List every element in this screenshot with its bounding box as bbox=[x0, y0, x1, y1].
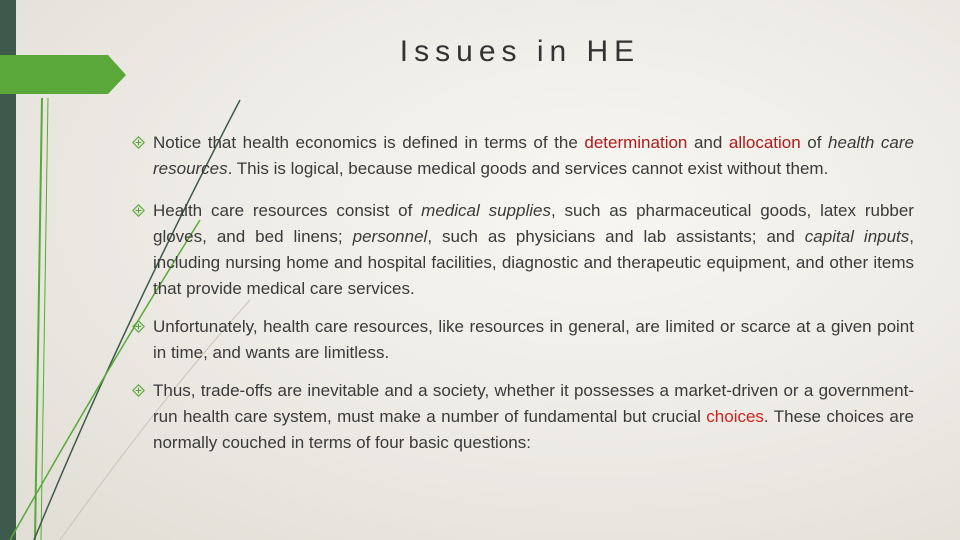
bullet-item-1 bbox=[130, 130, 914, 182]
text: . These choices are normally couched in terms of four basic questions: bbox=[153, 407, 914, 452]
text: , such as physicians and lab assistants; and bbox=[427, 227, 805, 246]
italic-health-care-resources: health care resources bbox=[153, 133, 914, 178]
diamond-bullet-icon bbox=[132, 384, 145, 397]
text: of bbox=[800, 133, 829, 152]
diamond-bullet-icon bbox=[132, 136, 145, 149]
italic-personnel: personnel bbox=[352, 227, 428, 246]
italic-medical-supplies: medical supplies bbox=[421, 201, 551, 220]
text: . This is logical, because medical goods and services cannot exist without them. bbox=[227, 159, 829, 178]
text: Notice that health economics is defined in terms of the bbox=[153, 133, 585, 152]
text: , such as pharmaceutical goods, latex rubber gloves, and bed linens; bbox=[153, 201, 914, 246]
bullet-item-4 bbox=[130, 378, 914, 456]
highlight-choices: choices bbox=[706, 407, 764, 426]
text: Health care resources consist of bbox=[153, 201, 422, 220]
bullet-item-2 bbox=[130, 198, 914, 302]
slide-title: Issues in HE bbox=[399, 35, 641, 68]
text: Thus, trade-offs are inevitable and a society, whether it possesses a market-driven or a government-run health care system, must make a number of fundamental but crucial bbox=[153, 381, 914, 426]
diamond-bullet-icon bbox=[132, 204, 145, 217]
text: Unfortunately, health care resources, like resources in general, are limited or scarce at a given point in time, and wants are limitless. bbox=[153, 317, 914, 362]
diamond-bullet-icon bbox=[132, 320, 145, 333]
bullet-item-3 bbox=[130, 314, 914, 366]
italic-capital-inputs: capital inputs bbox=[804, 227, 910, 246]
highlight-allocation: allocation bbox=[728, 133, 801, 152]
highlight-determination: determination bbox=[584, 133, 688, 152]
text: and bbox=[687, 133, 729, 152]
bullet-list bbox=[130, 130, 914, 468]
text: , including nursing home and hospital facilities, diagnostic and therapeutic equipment, and other items that provide medical care services. bbox=[153, 227, 915, 298]
